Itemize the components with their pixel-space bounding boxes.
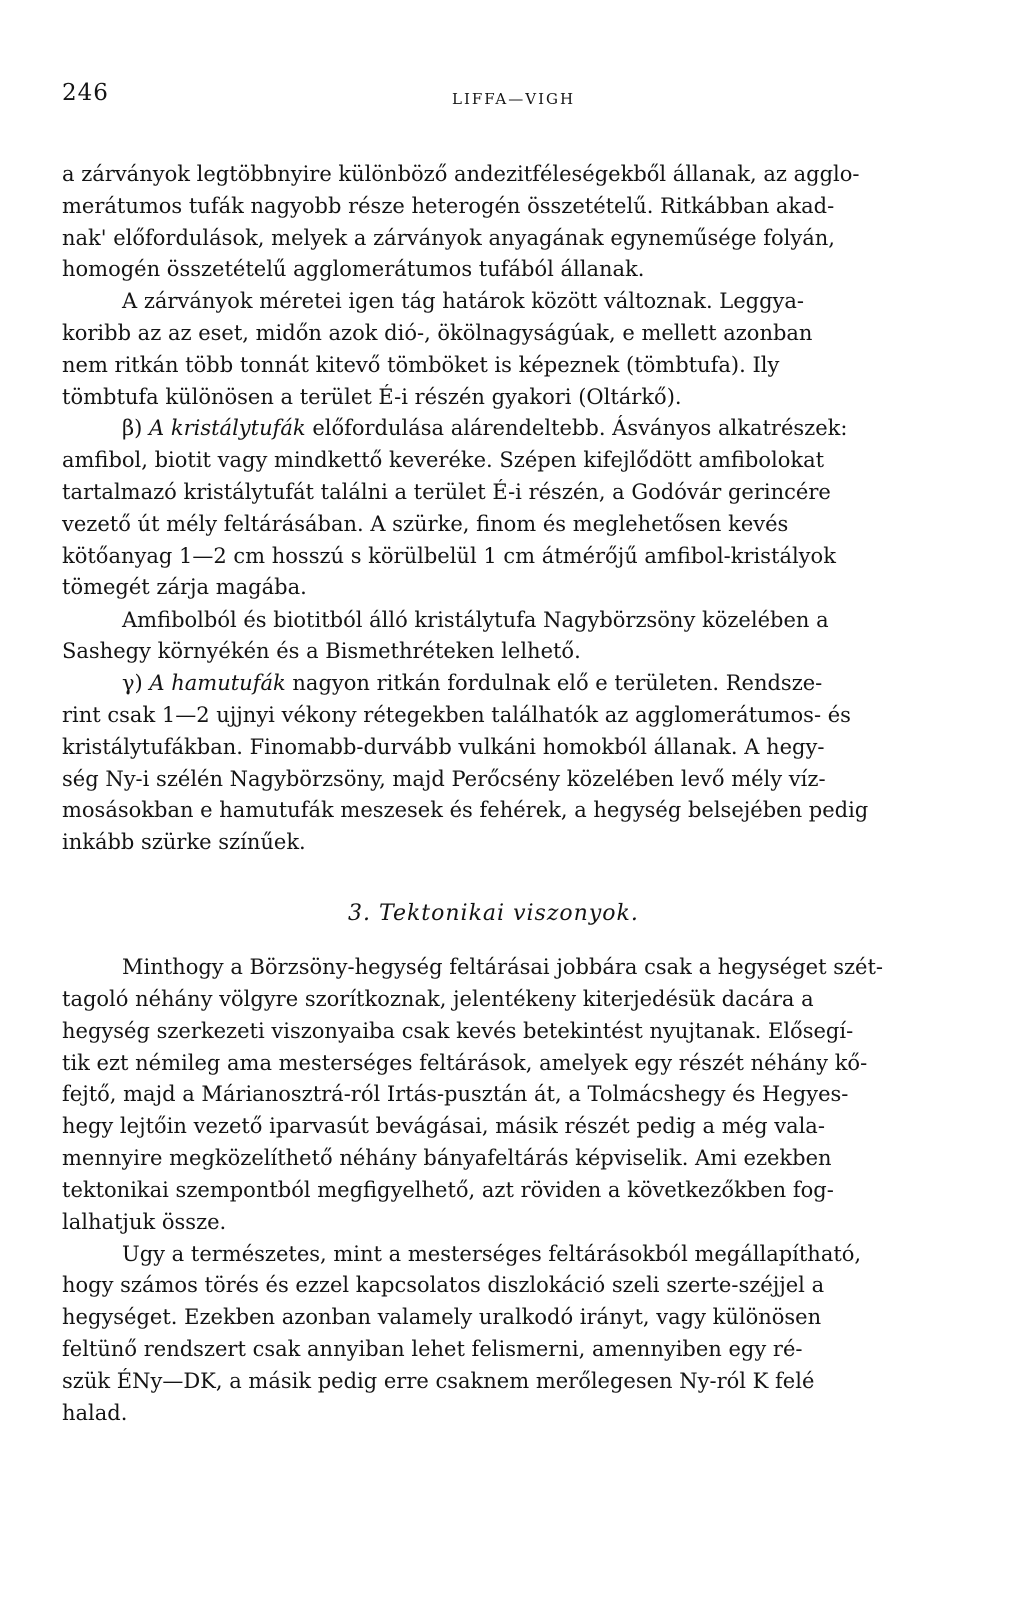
line-text: feltünő rendszert csak annyiban lehet felismerni, amennyiben egy ré- — [62, 1337, 803, 1361]
text-line — [62, 634, 662, 668]
line-text: tagoló néhány völgyre szorítkoznak, jelentékeny kiterjedésük dacára a — [62, 987, 814, 1011]
list-marker: β) — [122, 416, 150, 440]
text-line — [62, 539, 999, 573]
list-marker: γ) — [122, 671, 150, 695]
text-line — [62, 348, 999, 382]
line-text: fejtő, majd a Márianosztrá-ról Irtás-pusztán át, a Tolmácshegy és Hegyes- — [62, 1082, 849, 1106]
text-line — [122, 666, 999, 700]
text-line — [62, 1396, 152, 1430]
line-text: mosásokban e hamutufák meszesek és fehérek, a hegység belsejében pedig — [62, 798, 869, 822]
text-line — [62, 1014, 999, 1048]
text-line — [62, 157, 999, 191]
text-line — [122, 411, 999, 445]
page-number: 246 — [62, 80, 109, 106]
text-line — [62, 507, 999, 541]
text-line — [62, 189, 999, 223]
text-line — [122, 950, 999, 984]
line-text: lalhatjuk össze. — [62, 1210, 227, 1234]
running-head: LIFFA—VIGH — [452, 90, 576, 108]
text-line — [62, 443, 999, 477]
text-line — [122, 284, 999, 318]
text-line — [62, 252, 812, 286]
line-text: Sashegy környékén és a Bismethréteken lelhető. — [62, 639, 581, 663]
text-line — [62, 982, 999, 1016]
line-text: mennyire megközelíthető néhány bányafeltárás képviselik. Ami ezekben — [62, 1146, 832, 1170]
text-line — [62, 380, 782, 414]
line-text: hogy számos törés és ezzel kapcsolatos diszlokáció szeli szerte-széjjel a — [62, 1273, 825, 1297]
text-line — [62, 793, 999, 827]
text-line — [62, 1300, 999, 1334]
text-line — [62, 1077, 999, 1111]
line-text: tik ezt némileg ama mesterséges feltárások, amelyek egy részét néhány kő- — [62, 1051, 868, 1075]
text-line — [62, 475, 999, 509]
line-text: tömbtufa különösen a terület É-i részén gyakori (Oltárkő). — [62, 385, 682, 409]
line-text: A zárványok méretei igen tág határok között változnak. Leggya- — [122, 289, 805, 313]
line-text: tömegét zárja magába. — [62, 575, 307, 599]
line-text: halad. — [62, 1401, 128, 1425]
line-text: Amfibolból és biotitból álló kristálytufa Nagybörzsöny közelében a — [122, 608, 829, 632]
line-text: tektonikai szempontból megfigyelhető, azt röviden a következőkben fog- — [62, 1178, 834, 1202]
text-line — [122, 1237, 999, 1271]
text-line — [62, 1332, 999, 1366]
line-text: kristálytufákban. Finomabb-durvább vulkáni homokból állanak. A hegy- — [62, 735, 825, 759]
line-text: koribb az az eset, midőn azok dió-, ökölnagyságúak, e mellett azonban — [62, 321, 813, 345]
text-line — [62, 730, 999, 764]
text-line — [62, 762, 999, 796]
line-text: Minthogy a Börzsöny-hegység feltárásai jobbára csak a hegységet szét- — [122, 955, 884, 979]
text-line — [62, 1109, 999, 1143]
italic-term: A kristálytufák — [149, 416, 306, 440]
line-text: inkább szürke színűek. — [62, 830, 306, 854]
line-text: hegy lejtőin vezető iparvasút bevágásai, másik részét pedig a még vala- — [62, 1114, 825, 1138]
text-line — [122, 603, 999, 637]
section-heading: 3. Tektonikai viszonyok. — [348, 901, 639, 926]
text-line — [62, 1268, 999, 1302]
line-text: kötőanyag 1—2 cm hosszú s körülbelül 1 cm átmérőjű amfibol-kristályok — [62, 544, 836, 568]
line-text: nak' előfordulások, melyek a zárványok anyagának egyneműsége folyán, — [62, 226, 835, 250]
text-line — [62, 698, 999, 732]
line-text: a zárványok legtöbbnyire különböző andezitféleségekből állanak, az agglo- — [62, 162, 860, 186]
text-line — [62, 316, 999, 350]
italic-term: A hamutufák — [149, 671, 286, 695]
line-text: merátumos tufák nagyobb része heterogén összetételű. Ritkábban akad- — [62, 194, 835, 218]
line-text: Ugy a természetes, mint a mesterséges feltárásokból megállapítható, — [122, 1242, 862, 1266]
line-text: nagyon ritkán fordulnak elő e területen. Rendsze- — [285, 671, 823, 695]
line-text: ség Ny-i szélén Nagybörzsöny, majd Perőcsény közelében levő mély víz- — [62, 767, 826, 791]
line-text: előfordulása alárendeltebb. Ásványos alkatrészek: — [305, 416, 848, 440]
text-line — [62, 1141, 999, 1175]
line-text: nem ritkán több tonnát kitevő tömböket is képeznek (tömbtufa). Ily — [62, 353, 780, 377]
text-line — [62, 1205, 272, 1239]
line-text: amfibol, biotit vagy mindkettő keveréke. Szépen kifejlődött amfibolokat — [62, 448, 825, 472]
line-text: tartalmazó kristálytufát találni a terület É-i részén, a Godóvár gerincére — [62, 480, 831, 504]
text-line — [62, 221, 999, 255]
text-line — [62, 1173, 999, 1207]
text-line — [62, 1046, 999, 1080]
line-text: szük ÉNy—DK, a másik pedig erre csaknem merőlegesen Ny-ról K felé — [62, 1369, 815, 1393]
text-line — [62, 570, 378, 604]
line-text: rint csak 1—2 ujjnyi vékony rétegekben találhatók az agglomerátumos- és — [62, 703, 851, 727]
text-line — [62, 1364, 999, 1398]
line-text: homogén összetételű agglomerátumos tufából állanak. — [62, 257, 645, 281]
text-line — [62, 825, 342, 859]
line-text: hegységet. Ezekben azonban valamely uralkodó irányt, vagy különösen — [62, 1305, 822, 1329]
line-text: vezető út mély feltárásában. A szürke, finom és meglehetősen kevés — [62, 512, 789, 536]
line-text: hegység szerkezeti viszonyaiba csak kevés betekintést nyujtanak. Elősegí- — [62, 1019, 854, 1043]
